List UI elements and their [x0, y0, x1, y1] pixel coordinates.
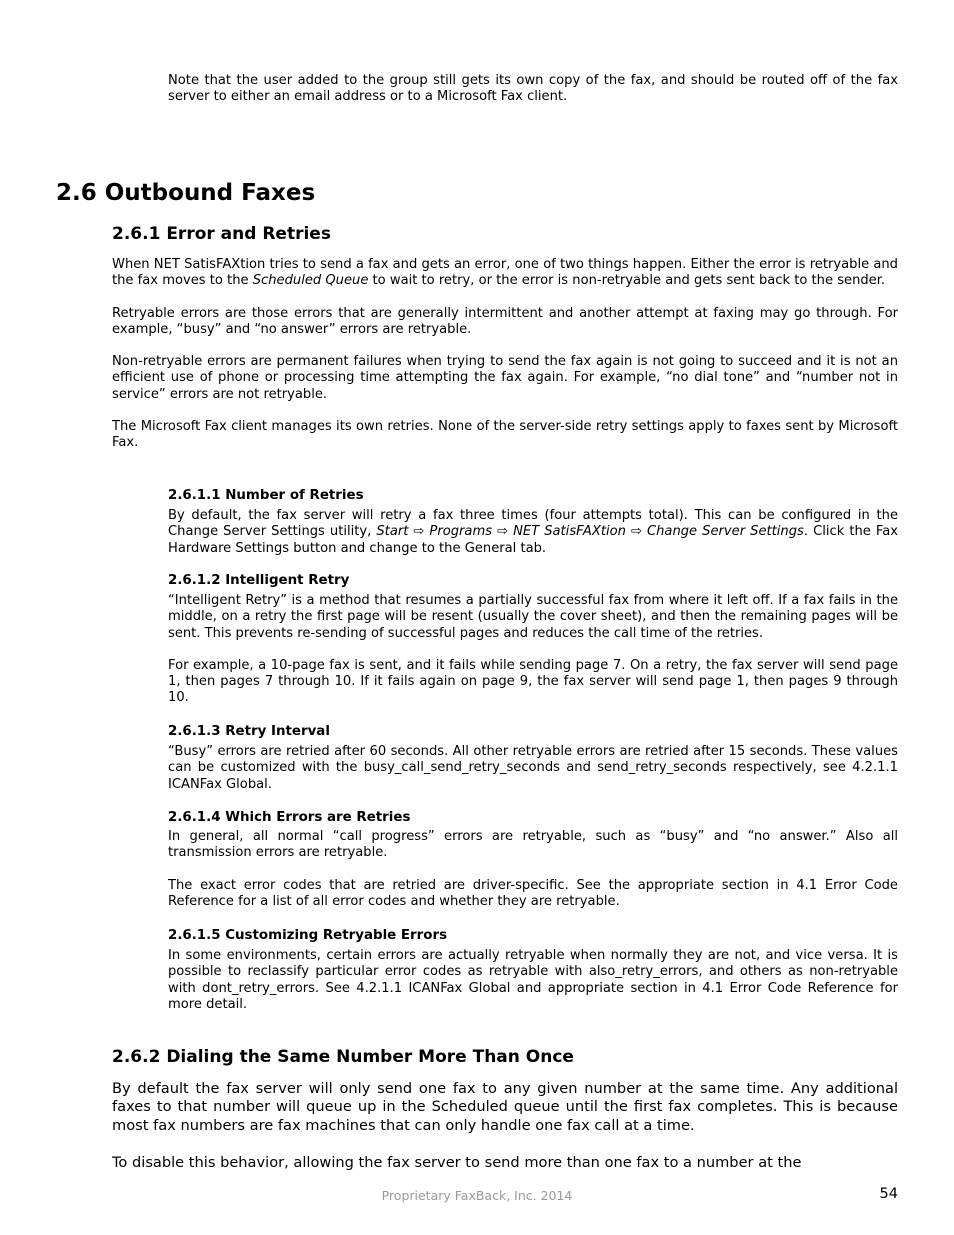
scheduled-queue-term: Scheduled Queue	[252, 273, 369, 289]
section-2-6-1-5-body	[168, 948, 898, 1013]
section-2-6-1-2-body	[168, 593, 898, 707]
section-2-6-1-4-body	[168, 829, 898, 910]
section-2-6-title: 2.6 Outbound Faxes	[56, 180, 316, 206]
paragraph: The Microsoft Fax client manages its own retries. None of the server-side retry settings apply to faxes sent by Microsoft Fax.	[112, 419, 898, 451]
paragraph	[168, 508, 898, 557]
section-2-6-1-3-title: 2.6.1.3 Retry Interval	[168, 724, 330, 739]
paragraph: “Busy” errors are retried after 60 seconds. All other retryable errors are retried after 15 seconds. These values can be customized with the busy_call_send_retry_seconds and send_retry_seconds respectively, see 4.2.1.1 ICANFax Global.	[168, 744, 898, 792]
section-2-6-1-4-title: 2.6.1.4 Which Errors are Retries	[168, 810, 411, 825]
section-2-6-1-1-title: 2.6.1.1 Number of Retries	[168, 488, 364, 503]
menu-path: Start ⇨ Programs ⇨ NET SatisFAXtion ⇨ Change Server Settings	[376, 524, 804, 540]
paragraph: By default the fax server will only send one fax to any given number at the same time. Any additional faxes to that number will queue up in the Scheduled queue until the first fax completes. This is because most fax numbers are fax machines that can only handle one fax call at a time.	[112, 1080, 898, 1134]
section-2-6-1-1-body	[168, 508, 898, 557]
paragraph: “Intelligent Retry” is a method that resumes a partially successful fax from where it left off. If a fax fails in the middle, on a retry the first page will be resent (usually the cover sheet), and then the remaining pages will be sent. This prevents re-sending of successful pages and reduces the call time of the retries.	[168, 593, 898, 641]
paragraph	[112, 257, 898, 290]
text-run: . Click the Fax Hardware Settings button and change to the General tab.	[168, 524, 898, 556]
paragraph: Non-retryable errors are permanent failures when trying to send the fax again is not going to succeed and it is not an efficient use of phone or processing time attempting the fax again. For example, “no dial tone” and “number not in service” errors are not retryable.	[112, 354, 898, 402]
paragraph: To disable this behavior, allowing the fax server to send more than one fax to a number at the	[112, 1154, 802, 1172]
paragraph: For example, a 10-page fax is sent, and it fails while sending page 7. On a retry, the fax server will send page 1, then pages 7 through 10. If it fails again on page 9, the fax server will send page 1, then pages 9 through 10.	[168, 657, 898, 706]
section-2-6-1-3-body	[168, 744, 898, 793]
section-2-6-2-body	[112, 1080, 898, 1173]
section-2-6-1-title: 2.6.1 Error and Retries	[112, 224, 331, 244]
section-2-6-1-2-title: 2.6.1.2 Intelligent Retry	[168, 573, 350, 588]
paragraph: Retryable errors are those errors that are generally intermittent and another attempt at faxing may go through. For example, “busy” and “no answer” errors are retryable.	[112, 305, 898, 337]
paragraph: In general, all normal “call progress” errors are retryable, such as “busy” and “no answer.” Also all transmission errors are retryable.	[168, 829, 898, 861]
intro-note-text: Note that the user added to the group still gets its own copy of the fax, and should be routed off of the fax server to either an email address or to a Microsoft Fax client.	[168, 73, 898, 105]
section-2-6-2-title: 2.6.2 Dialing the Same Number More Than Once	[112, 1047, 574, 1067]
text-run: When NET SatisFAXtion tries to send a fax and gets an error, one of two things happen. Either the error is retryable and the fax moves to the	[112, 257, 898, 289]
text-run: By default, the fax server will retry a fax three times (four attempts total). This can be configured in the Change Server Settings utility,	[168, 508, 898, 540]
section-2-6-1-body	[112, 257, 898, 452]
section-2-6-1-5-title: 2.6.1.5 Customizing Retryable Errors	[168, 928, 448, 943]
text-run: to wait to retry, or the error is non-retryable and gets sent back to the sender.	[368, 273, 886, 289]
paragraph: The exact error codes that are retried are driver-specific. See the appropriate section in 4.1 Error Code Reference for a list of all error codes and whether they are retryable.	[168, 877, 898, 909]
intro-note	[168, 73, 898, 106]
page-number: 54	[879, 1186, 898, 1202]
footer-copyright: Proprietary FaxBack, Inc. 2014	[381, 1188, 573, 1203]
paragraph: In some environments, certain errors are actually retryable when normally they are not, and vice versa. It is possible to reclassify particular error codes as retryable with also_retry_errors, and others as non-retryable with dont_retry_errors. See 4.2.1.1 ICANFax Global and appropriate section in 4.1 Error Code Reference for more detail.	[168, 948, 898, 1012]
